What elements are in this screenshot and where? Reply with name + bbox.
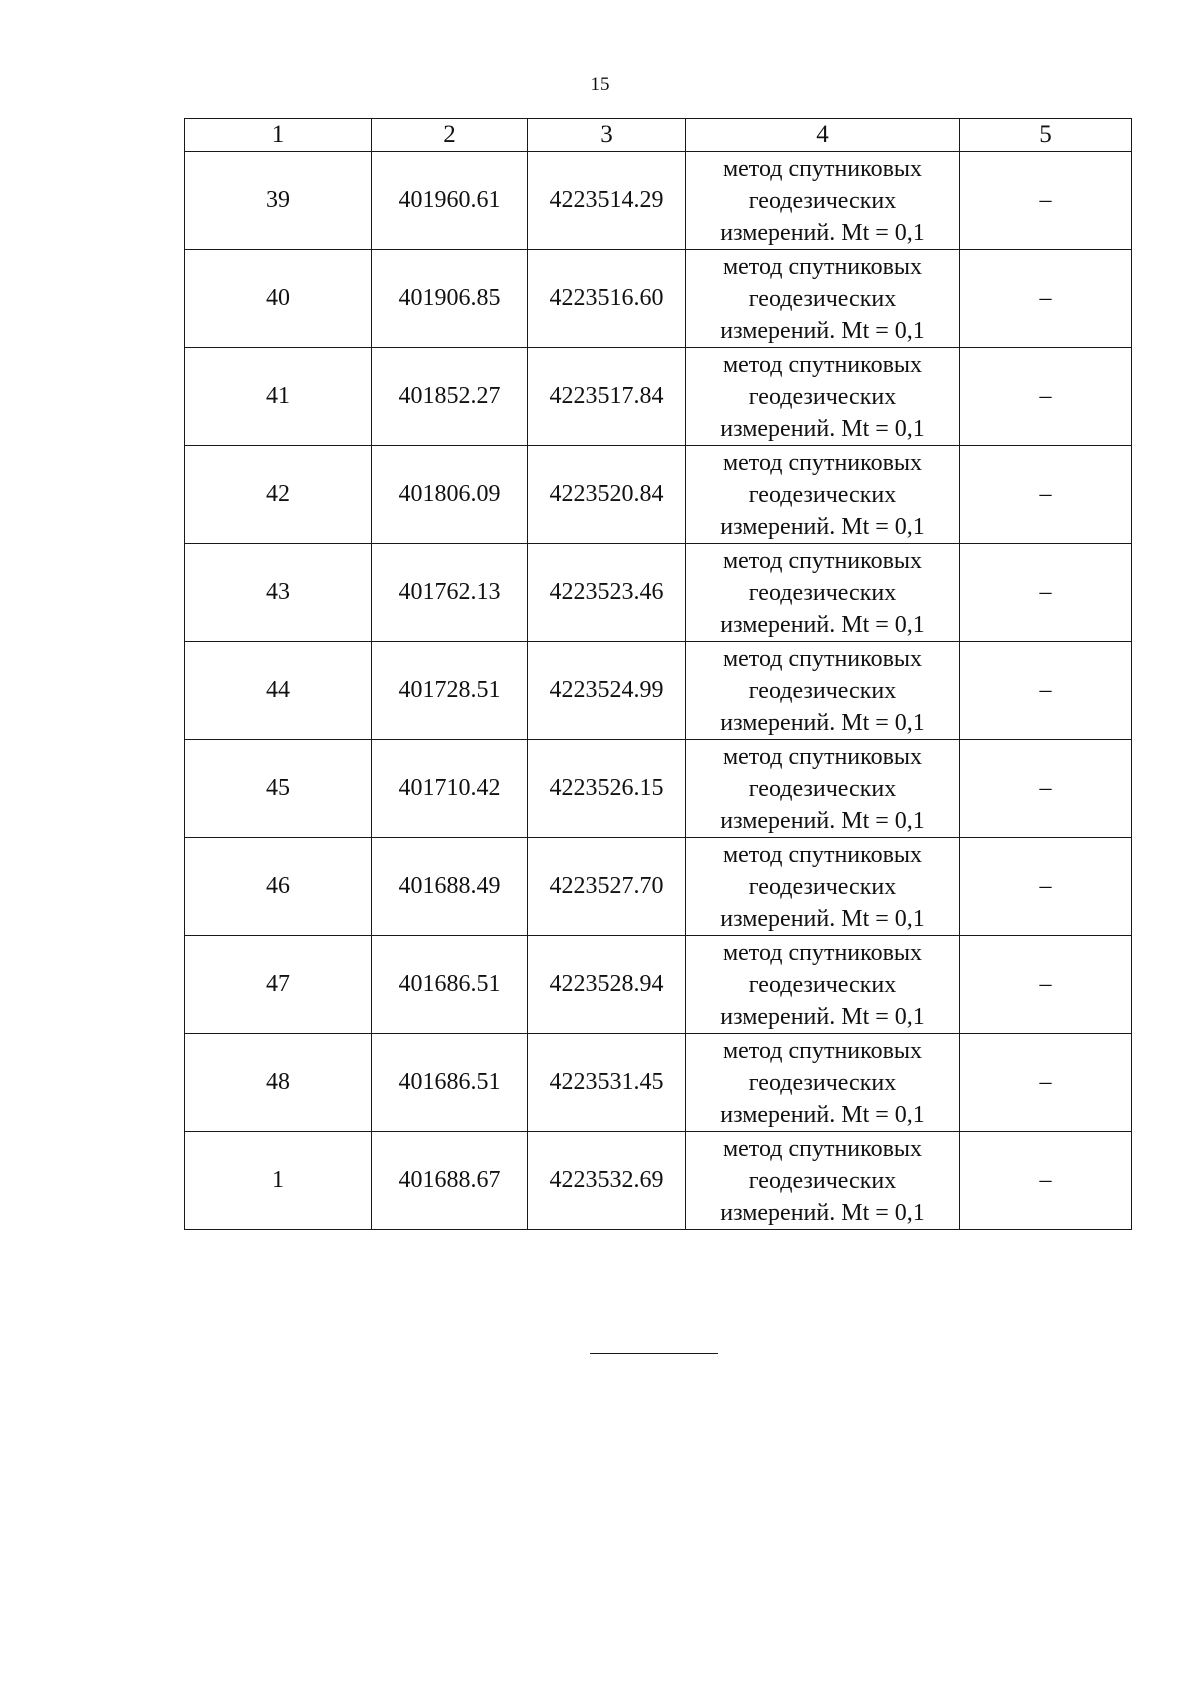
table-row <box>185 250 1132 348</box>
table-row <box>185 740 1132 838</box>
point-number-cell: 45 <box>185 740 372 838</box>
method-cell: метод спутниковых геодезических измерений. Mt = 0,1 <box>686 740 960 838</box>
table-row <box>185 1132 1132 1230</box>
table-row <box>185 838 1132 936</box>
note-cell: – <box>960 642 1132 740</box>
x-coordinate-cell: 401806.09 <box>372 446 528 544</box>
note-cell: – <box>960 936 1132 1034</box>
point-number-cell: 40 <box>185 250 372 348</box>
y-coordinate-cell: 4223523.46 <box>528 544 686 642</box>
method-cell: метод спутниковых геодезических измерений. Mt = 0,1 <box>686 152 960 250</box>
method-cell: метод спутниковых геодезических измерений. Mt = 0,1 <box>686 1132 960 1230</box>
method-cell: метод спутниковых геодезических измерений. Mt = 0,1 <box>686 936 960 1034</box>
table-row <box>185 1034 1132 1132</box>
y-coordinate-cell: 4223520.84 <box>528 446 686 544</box>
method-cell: метод спутниковых геодезических измерений. Mt = 0,1 <box>686 446 960 544</box>
x-coordinate-cell: 401960.61 <box>372 152 528 250</box>
note-cell: – <box>960 544 1132 642</box>
point-number-cell: 42 <box>185 446 372 544</box>
note-cell: – <box>960 838 1132 936</box>
note-cell: – <box>960 250 1132 348</box>
table-body <box>185 152 1132 1230</box>
x-coordinate-cell: 401762.13 <box>372 544 528 642</box>
x-coordinate-cell: 401728.51 <box>372 642 528 740</box>
method-cell: метод спутниковых геодезических измерений. Mt = 0,1 <box>686 544 960 642</box>
y-coordinate-cell: 4223524.99 <box>528 642 686 740</box>
page-number: 15 <box>590 74 610 95</box>
table-row <box>185 446 1132 544</box>
y-coordinate-cell: 4223531.45 <box>528 1034 686 1132</box>
note-cell: – <box>960 348 1132 446</box>
x-coordinate-cell: 401688.67 <box>372 1132 528 1230</box>
x-coordinate-cell: 401852.27 <box>372 348 528 446</box>
header-row <box>185 119 1132 152</box>
header-cell-4: 4 <box>686 119 960 152</box>
method-cell: метод спутниковых геодезических измерений. Mt = 0,1 <box>686 348 960 446</box>
point-number-cell: 1 <box>185 1132 372 1230</box>
table-header <box>185 119 1132 152</box>
x-coordinate-cell: 401710.42 <box>372 740 528 838</box>
y-coordinate-cell: 4223514.29 <box>528 152 686 250</box>
header-cell-1: 1 <box>185 119 372 152</box>
point-number-cell: 43 <box>185 544 372 642</box>
x-coordinate-cell: 401906.85 <box>372 250 528 348</box>
table-row <box>185 642 1132 740</box>
footer-divider <box>590 1353 718 1354</box>
header-cell-3: 3 <box>528 119 686 152</box>
point-number-cell: 47 <box>185 936 372 1034</box>
method-cell: метод спутниковых геодезических измерений. Mt = 0,1 <box>686 838 960 936</box>
method-cell: метод спутниковых геодезических измерений. Mt = 0,1 <box>686 1034 960 1132</box>
y-coordinate-cell: 4223526.15 <box>528 740 686 838</box>
table-row <box>185 544 1132 642</box>
note-cell: – <box>960 740 1132 838</box>
point-number-cell: 48 <box>185 1034 372 1132</box>
table-row <box>185 348 1132 446</box>
note-cell: – <box>960 1034 1132 1132</box>
header-cell-2: 2 <box>372 119 528 152</box>
point-number-cell: 44 <box>185 642 372 740</box>
note-cell: – <box>960 1132 1132 1230</box>
note-cell: – <box>960 446 1132 544</box>
x-coordinate-cell: 401688.49 <box>372 838 528 936</box>
x-coordinate-cell: 401686.51 <box>372 1034 528 1132</box>
point-number-cell: 39 <box>185 152 372 250</box>
header-cell-5: 5 <box>960 119 1132 152</box>
method-cell: метод спутниковых геодезических измерений. Mt = 0,1 <box>686 642 960 740</box>
note-cell: – <box>960 152 1132 250</box>
table-row <box>185 152 1132 250</box>
y-coordinate-cell: 4223528.94 <box>528 936 686 1034</box>
y-coordinate-cell: 4223532.69 <box>528 1132 686 1230</box>
point-number-cell: 41 <box>185 348 372 446</box>
method-cell: метод спутниковых геодезических измерений. Mt = 0,1 <box>686 250 960 348</box>
y-coordinate-cell: 4223527.70 <box>528 838 686 936</box>
point-number-cell: 46 <box>185 838 372 936</box>
x-coordinate-cell: 401686.51 <box>372 936 528 1034</box>
table-row <box>185 936 1132 1034</box>
y-coordinate-cell: 4223516.60 <box>528 250 686 348</box>
y-coordinate-cell: 4223517.84 <box>528 348 686 446</box>
coordinates-table <box>184 118 1132 1230</box>
